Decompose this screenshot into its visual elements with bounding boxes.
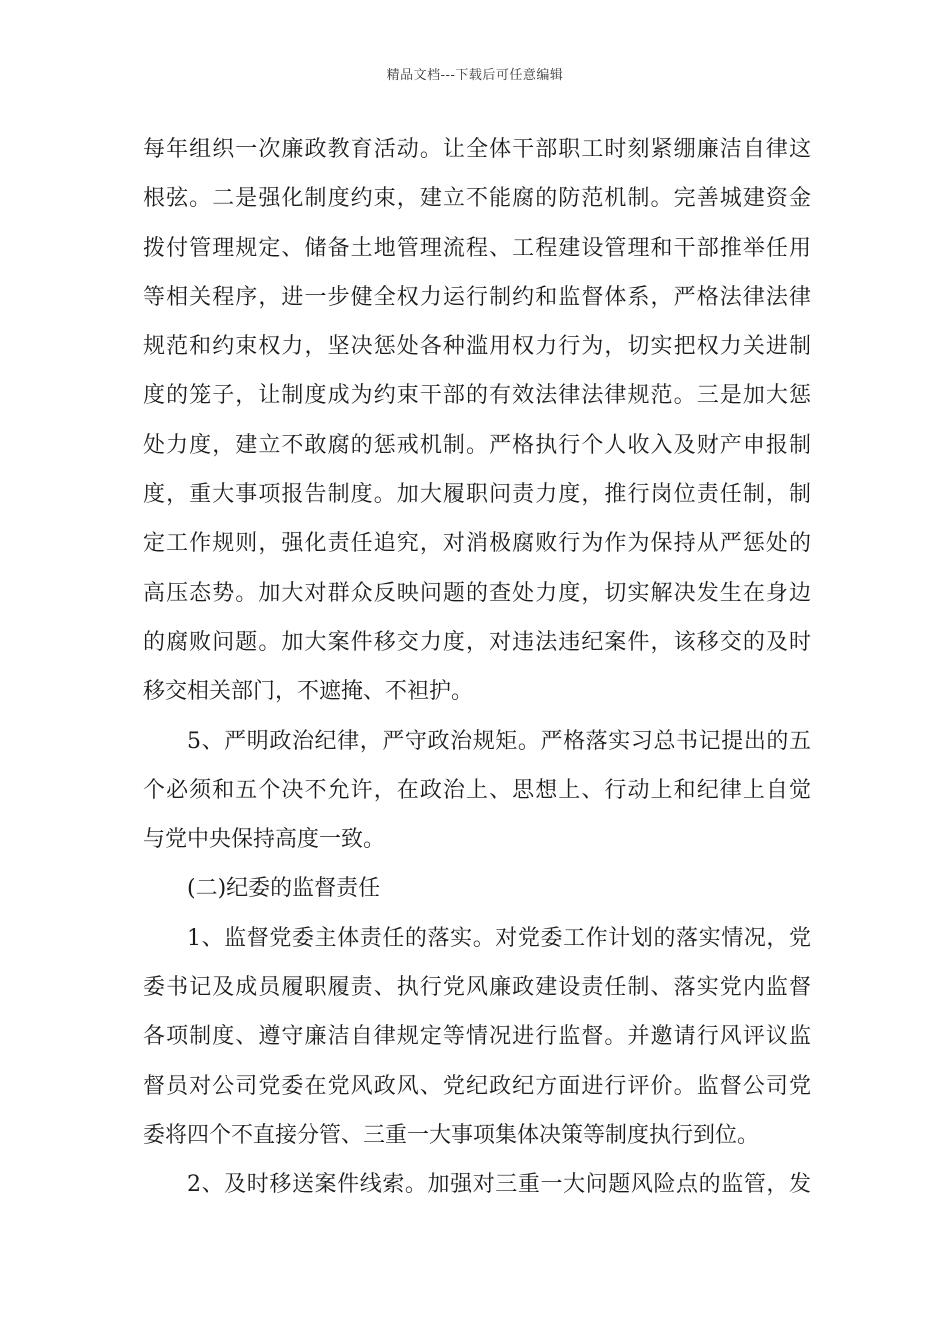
text-line: 1、监督党委主体责任的落实。对党委工作计划的落实情况，党 (187, 925, 811, 951)
text-line: 规范和约束权力，坚决惩处各种滥用权力行为，切实把权力关进制 (143, 334, 811, 360)
text-line: 度，重大事项报告制度。加大履职问责力度，推行岗位责任制，制 (143, 482, 811, 508)
text-line: 5、严明政治纪律，严守政治规矩。严格落实习总书记提出的五 (187, 728, 811, 754)
text-line: 2、及时移送案件线索。加强对三重一大问题风险点的监管，发 (187, 1172, 811, 1198)
text-line: 个必须和五个决不允许，在政治上、思想上、行动上和纪律上自觉 (143, 777, 811, 803)
section-heading: (二)纪委的监督责任 (187, 876, 381, 902)
text-line: 的腐败问题。加大案件移交力度，对违法违纪案件，该移交的及时 (143, 629, 811, 655)
text-line: 委书记及成员履职履责、执行党风廉政建设责任制、落实党内监督 (143, 975, 811, 1001)
page-header: 精品文档---下载后可任意编辑 (386, 68, 564, 83)
text-line: 高压态势。加大对群众反映问题的查处力度，切实解决发生在身边 (143, 580, 811, 606)
text-line: 督员对公司党委在党风政风、党纪政纪方面进行评价。监督公司党 (143, 1073, 811, 1099)
text-line: 各项制度、遵守廉洁自律规定等情况进行监督。并邀请行风评议监 (143, 1024, 811, 1050)
text-line: 每年组织一次廉政教育活动。让全体干部职工时刻紧绷廉洁自律这 (143, 137, 811, 162)
document-body (143, 125, 811, 1210)
text-line: 移交相关部门，不遮掩、不袒护。 (143, 679, 474, 705)
text-line: 处力度，建立不敢腐的惩戒机制。严格执行个人收入及财产申报制 (143, 432, 811, 458)
text-line: 拨付管理规定、储备土地管理流程、工程建设管理和干部推举任用 (143, 235, 811, 261)
text-line: 与党中央保持高度一致。 (143, 827, 386, 853)
text-line: 等相关程序，进一步健全权力运行制约和监督体系，严格法律法律 (143, 284, 811, 310)
text-line: 度的笼子，让制度成为约束干部的有效法律法律规范。三是加大惩 (143, 383, 811, 409)
text-line: 根弦。二是强化制度约束，建立不能腐的防范机制。完善城建资金 (143, 186, 811, 212)
text-line: 委将四个不直接分管、三重一大事项集体决策等制度执行到位。 (143, 1122, 760, 1148)
text-line: 定工作规则，强化责任追究，对消极腐败行为作为保持从严惩处的 (143, 531, 811, 557)
